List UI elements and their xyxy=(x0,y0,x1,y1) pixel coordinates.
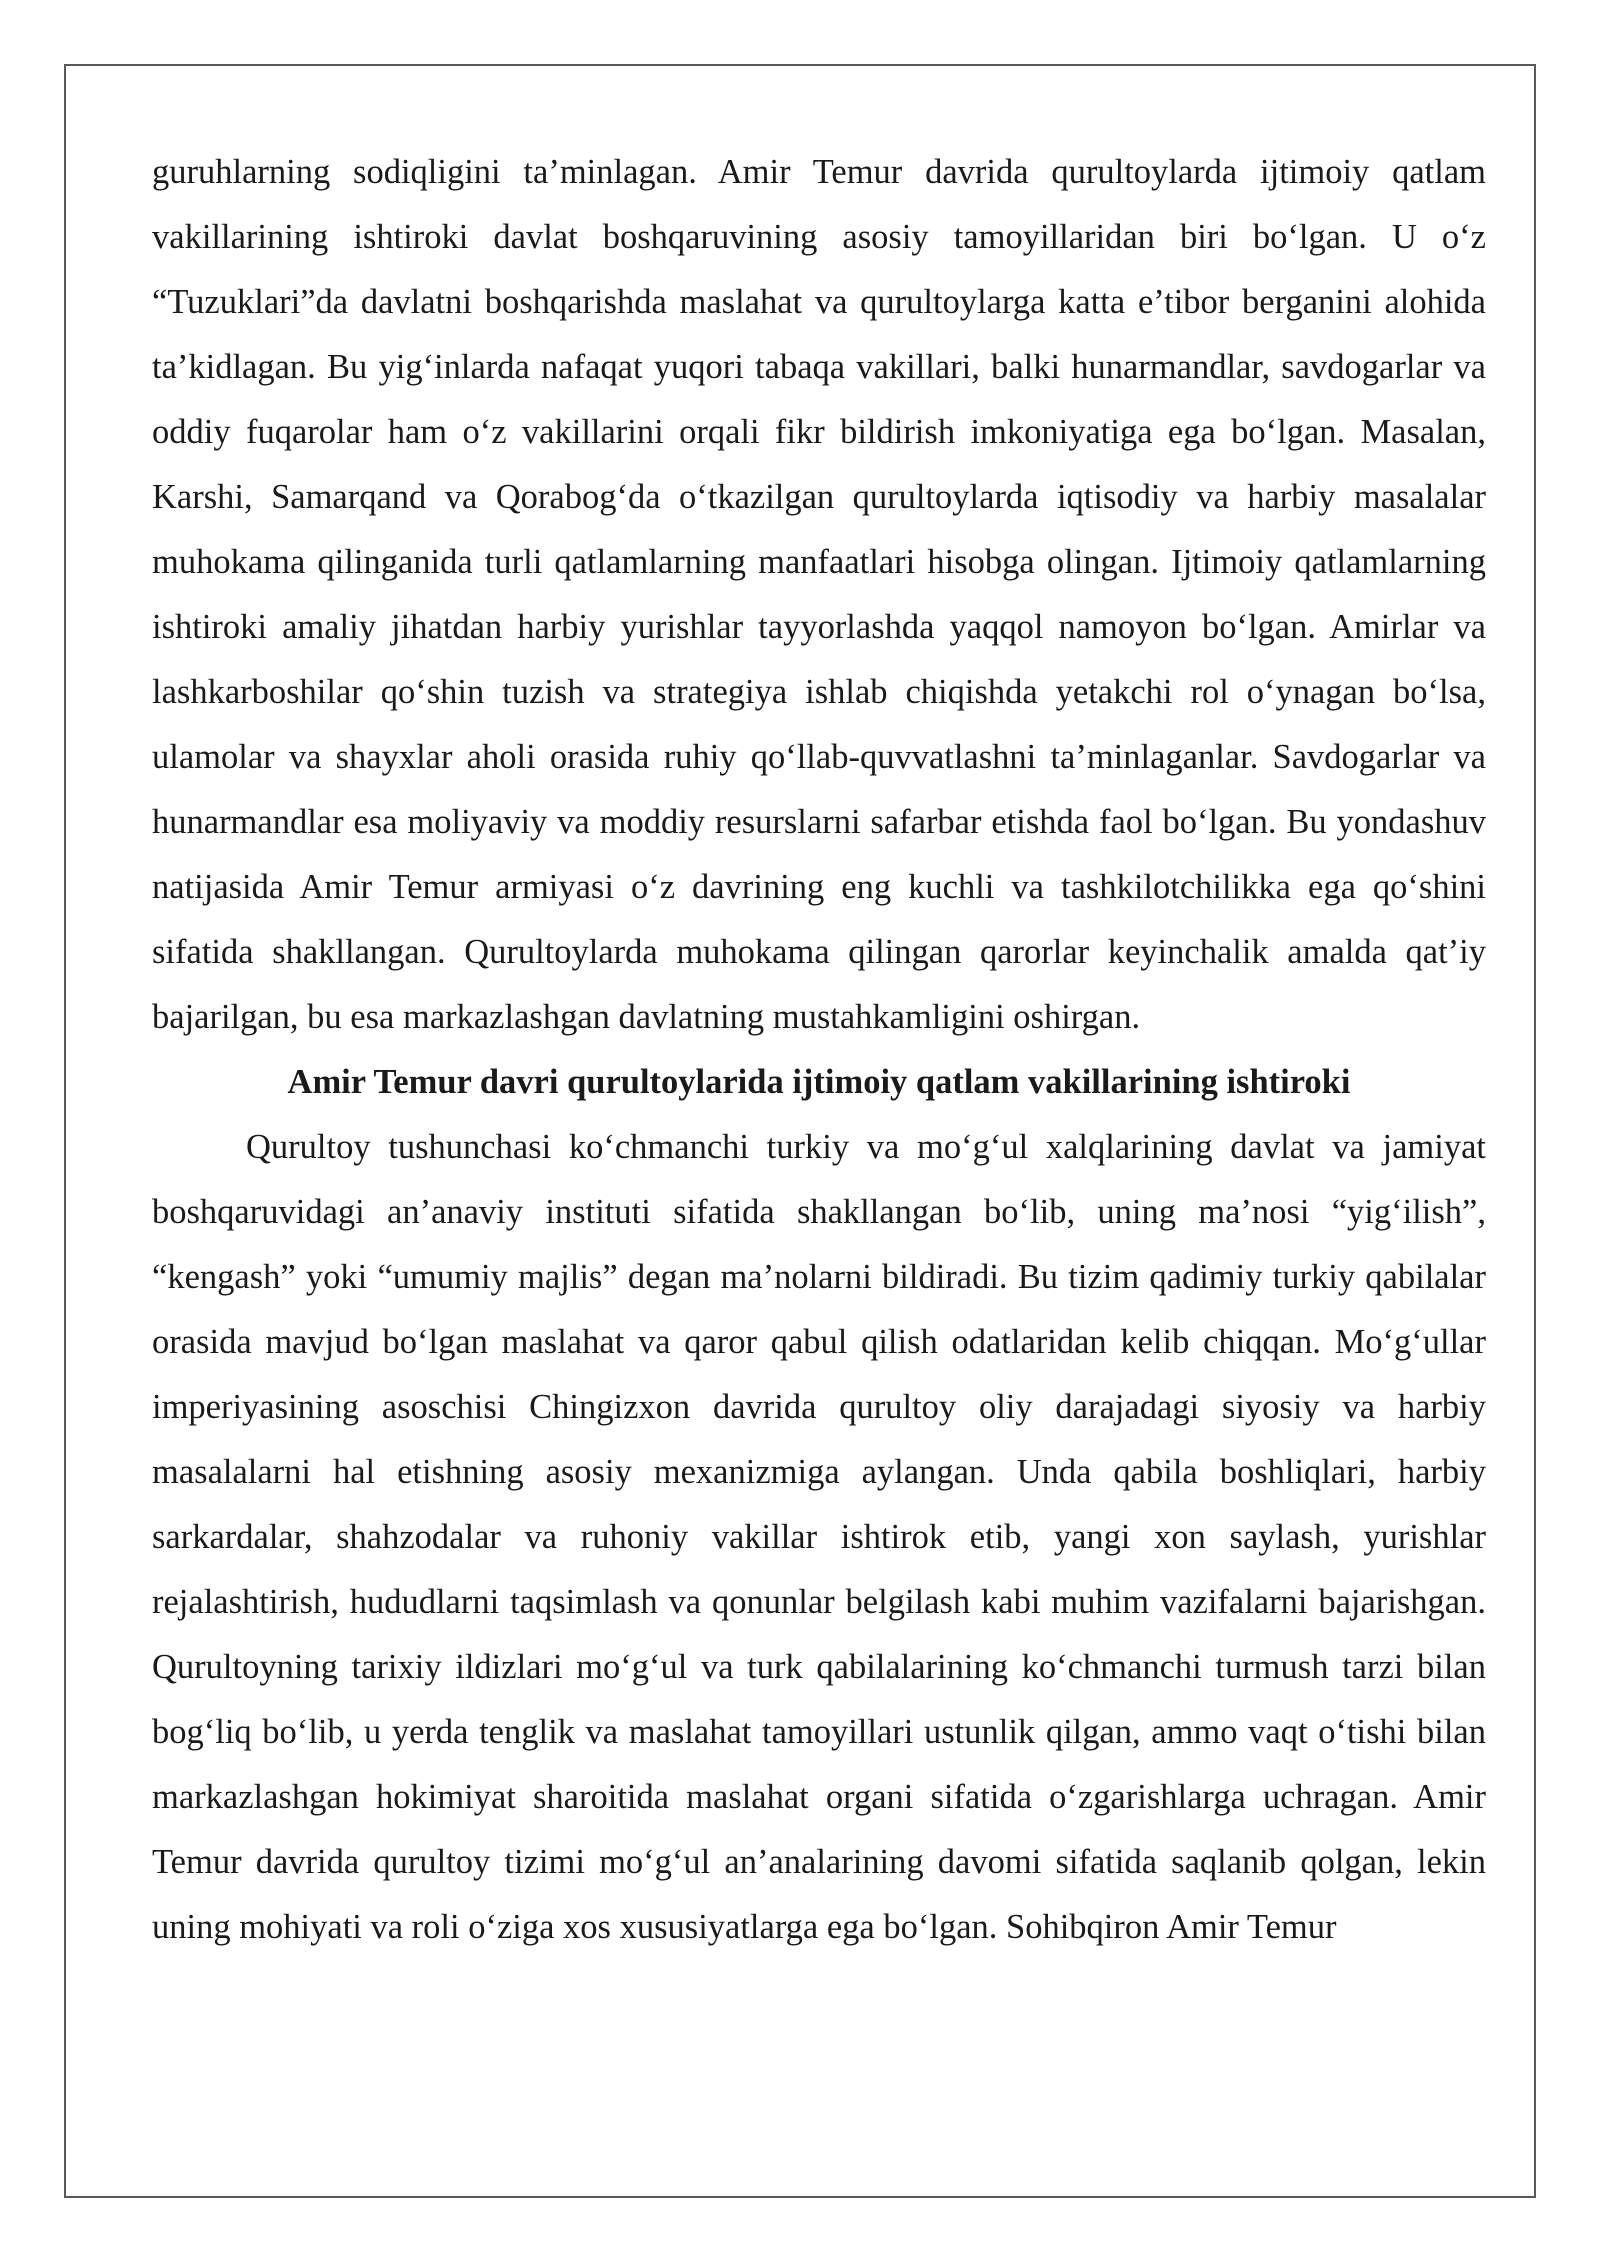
document-body xyxy=(152,140,1486,1960)
body-paragraph: Qurultoy tushunchasi ko‘chmanchi turkiy va mo‘g‘ul xalqlarining davlat va jamiyat boshqaruvidagi an’anaviy instituti sifatida shakllangan bo‘lib, uning ma’nosi “yig‘ilish”, “kengash” yoki “umumiy majlis” degan ma’nolarni bildiradi. Bu tizim qadimiy turkiy qabilalar orasida mavjud bo‘lgan maslahat va qaror qabul qilish odatlaridan kelib chiqqan. Mo‘g‘ullar imperiyasining asoschisi Chingizxon davrida qurultoy oliy darajadagi siyosiy va harbiy masalalarni hal etishning asosiy mexanizmiga aylangan. Unda qabila boshliqlari, harbiy sarkardalar, shahzodalar va ruhoniy vakillar ishtirok etib, yangi xon saylash, yurishlar rejalashtirish, hududlarni taqsimlash va qonunlar belgilash kabi muhim vazifalarni bajarishgan. Qurultoyning tarixiy ildizlari mo‘g‘ul va turk qabilalarining ko‘chmanchi turmush tarzi bilan bog‘liq bo‘lib, u yerda tenglik va maslahat tamoyillari ustunlik qilgan, ammo vaqt o‘tishi bilan markazlashgan hokimiyat sharoitida maslahat organi sifatida o‘zgarishlarga uchragan. Amir Temur davrida qurultoy tizimi mo‘g‘ul an’analarining davomi sifatida saqlanib qolgan, lekin uning mohiyati va roli o‘ziga xos xususiyatlarga ega bo‘lgan. Sohibqiron Amir Temur xyxy=(152,1128,1486,1946)
section-heading: Amir Temur davri qurultoylarida ijtimoiy qatlam vakillarining ishtiroki xyxy=(287,1063,1351,1101)
body-paragraph-continued: guruhlarning sodiqligini ta’minlagan. Amir Temur davrida qurultoylarda ijtimoiy qatlam vakillarining ishtiroki davlat boshqaruvining asosiy tamoyillaridan biri bo‘lgan. U o‘z “Tuzuklari”da davlatni boshqarishda maslahat va qurultoylarga katta e’tibor berganini alohida ta’kidlagan. Bu yig‘inlarda nafaqat yuqori tabaqa vakillari, balki hunarmandlar, savdogarlar va oddiy fuqarolar ham o‘z vakillarini orqali fikr bildirish imkoniyatiga ega bo‘lgan. Masalan, Karshi, Samarqand va Qorabog‘da o‘tkazilgan qurultoylarda iqtisodiy va harbiy masalalar muhokama qilinganida turli qatlamlarning manfaatlari hisobga olingan. Ijtimoiy qatlamlarning ishtiroki amaliy jihatdan harbiy yurishlar tayyorlashda yaqqol namoyon bo‘lgan. Amirlar va lashkarboshilar qo‘shin tuzish va strategiya ishlab chiqishda yetakchi rol o‘ynagan bo‘lsa, ulamolar va shayxlar aholi orasida ruhiy qo‘llab-quvvatlashni ta’minlaganlar. Savdogarlar va hunarmandlar esa moliyaviy va moddiy resurslarni safarbar etishda faol bo‘lgan. Bu yondashuv natijasida Amir Temur armiyasi o‘z davrining eng kuchli va tashkilotchilikka ega qo‘shini sifatida shakllangan. Qurultoylarda muhokama qilingan qarorlar keyinchalik amalda qat’iy bajarilgan, bu esa markazlashgan davlatning mustahkamligini oshirgan. xyxy=(152,153,1486,1036)
